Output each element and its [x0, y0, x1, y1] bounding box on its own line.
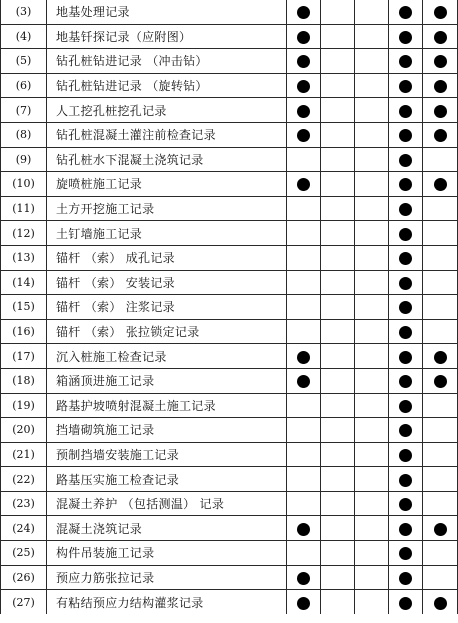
mark-cell: [321, 0, 355, 24]
mark-cell: [423, 319, 458, 344]
row-number: (6): [1, 73, 47, 98]
mark-cell: [389, 24, 423, 49]
filled-dot-icon: [434, 375, 447, 388]
mark-cell: [423, 122, 458, 147]
mark-cell: [321, 393, 355, 418]
table-row: [1, 467, 458, 492]
filled-dot-icon: [434, 351, 447, 364]
filled-dot-icon: [297, 597, 310, 610]
table-row: [1, 442, 458, 467]
mark-cell: [321, 295, 355, 320]
record-name: 钻孔桩混凝土灌注前检查记录: [47, 122, 287, 147]
mark-cell: [287, 491, 321, 516]
table-row: [1, 541, 458, 566]
mark-cell: [321, 516, 355, 541]
mark-cell: [355, 467, 389, 492]
filled-dot-icon: [399, 498, 412, 511]
mark-cell: [423, 565, 458, 590]
row-number: (13): [1, 245, 47, 270]
mark-cell: [423, 147, 458, 172]
record-name: 地基处理记录: [47, 0, 287, 24]
mark-cell: [355, 0, 389, 24]
record-name: 土方开挖施工记录: [47, 196, 287, 221]
mark-cell: [389, 541, 423, 566]
table-row: [1, 491, 458, 516]
mark-cell: [321, 270, 355, 295]
mark-cell: [423, 418, 458, 443]
mark-cell: [389, 0, 423, 24]
filled-dot-icon: [434, 129, 447, 142]
mark-cell: [423, 172, 458, 197]
mark-cell: [423, 98, 458, 123]
record-name: 锚杆 （索） 成孔记录: [47, 245, 287, 270]
filled-dot-icon: [297, 129, 310, 142]
filled-dot-icon: [297, 351, 310, 364]
mark-cell: [423, 541, 458, 566]
mark-cell: [423, 221, 458, 246]
filled-dot-icon: [399, 31, 412, 44]
mark-cell: [389, 73, 423, 98]
mark-cell: [287, 565, 321, 590]
mark-cell: [389, 491, 423, 516]
mark-cell: [287, 467, 321, 492]
mark-cell: [321, 442, 355, 467]
mark-cell: [287, 590, 321, 614]
mark-cell: [423, 516, 458, 541]
filled-dot-icon: [434, 105, 447, 118]
table-row: [1, 196, 458, 221]
record-name: 锚杆 （索） 张拉锁定记录: [47, 319, 287, 344]
mark-cell: [321, 122, 355, 147]
row-number: (20): [1, 418, 47, 443]
mark-cell: [389, 319, 423, 344]
mark-cell: [287, 368, 321, 393]
mark-cell: [321, 418, 355, 443]
filled-dot-icon: [399, 178, 412, 191]
table-row: [1, 295, 458, 320]
mark-cell: [287, 122, 321, 147]
filled-dot-icon: [399, 375, 412, 388]
filled-dot-icon: [297, 31, 310, 44]
filled-dot-icon: [399, 572, 412, 585]
mark-cell: [355, 418, 389, 443]
mark-cell: [321, 565, 355, 590]
table-row: [1, 0, 458, 24]
table-row: [1, 98, 458, 123]
table-row: [1, 49, 458, 74]
filled-dot-icon: [399, 6, 412, 19]
mark-cell: [389, 295, 423, 320]
mark-cell: [389, 147, 423, 172]
mark-cell: [287, 344, 321, 369]
table-row: [1, 122, 458, 147]
filled-dot-icon: [399, 277, 412, 290]
mark-cell: [423, 442, 458, 467]
row-number: (10): [1, 172, 47, 197]
table-row: [1, 590, 458, 614]
record-name: 沉入桩施工检查记录: [47, 344, 287, 369]
filled-dot-icon: [297, 178, 310, 191]
mark-cell: [389, 393, 423, 418]
filled-dot-icon: [399, 55, 412, 68]
mark-cell: [389, 516, 423, 541]
mark-cell: [287, 24, 321, 49]
mark-cell: [355, 270, 389, 295]
mark-cell: [389, 98, 423, 123]
filled-dot-icon: [297, 375, 310, 388]
filled-dot-icon: [434, 55, 447, 68]
record-name: 钻孔桩钻进记录 （旋转钻）: [47, 73, 287, 98]
table-row: [1, 245, 458, 270]
table-row: [1, 565, 458, 590]
mark-cell: [321, 172, 355, 197]
row-number: (12): [1, 221, 47, 246]
filled-dot-icon: [399, 326, 412, 339]
row-number: (3): [1, 0, 47, 24]
mark-cell: [389, 49, 423, 74]
record-name: 路基护坡喷射混凝土施工记录: [47, 393, 287, 418]
filled-dot-icon: [399, 129, 412, 142]
mark-cell: [321, 49, 355, 74]
mark-cell: [423, 467, 458, 492]
row-number: (7): [1, 98, 47, 123]
filled-dot-icon: [434, 80, 447, 93]
mark-cell: [287, 73, 321, 98]
filled-dot-icon: [399, 547, 412, 560]
row-number: (16): [1, 319, 47, 344]
table-row: [1, 73, 458, 98]
mark-cell: [423, 393, 458, 418]
mark-cell: [321, 319, 355, 344]
mark-cell: [355, 541, 389, 566]
table-row: [1, 418, 458, 443]
record-name: 地基钎探记录（应附图）: [47, 24, 287, 49]
mark-cell: [389, 344, 423, 369]
record-name: 混凝土养护 （包括测温） 记录: [47, 491, 287, 516]
mark-cell: [287, 196, 321, 221]
mark-cell: [287, 393, 321, 418]
filled-dot-icon: [399, 154, 412, 167]
mark-cell: [355, 516, 389, 541]
mark-cell: [389, 565, 423, 590]
record-name: 路基压实施工检查记录: [47, 467, 287, 492]
row-number: (4): [1, 24, 47, 49]
filled-dot-icon: [434, 523, 447, 536]
table-row: [1, 147, 458, 172]
mark-cell: [355, 295, 389, 320]
mark-cell: [423, 344, 458, 369]
record-name: 钻孔桩水下混凝土浇筑记录: [47, 147, 287, 172]
mark-cell: [423, 0, 458, 24]
row-number: (24): [1, 516, 47, 541]
mark-cell: [287, 98, 321, 123]
filled-dot-icon: [399, 351, 412, 364]
mark-cell: [423, 590, 458, 614]
mark-cell: [321, 147, 355, 172]
mark-cell: [321, 368, 355, 393]
record-name: 钻孔桩钻进记录 （冲击钻）: [47, 49, 287, 74]
filled-dot-icon: [399, 424, 412, 437]
mark-cell: [287, 49, 321, 74]
filled-dot-icon: [399, 252, 412, 265]
mark-cell: [287, 418, 321, 443]
mark-cell: [355, 49, 389, 74]
mark-cell: [355, 172, 389, 197]
mark-cell: [355, 368, 389, 393]
mark-cell: [355, 491, 389, 516]
mark-cell: [389, 467, 423, 492]
filled-dot-icon: [399, 301, 412, 314]
row-number: (22): [1, 467, 47, 492]
table-row: [1, 344, 458, 369]
mark-cell: [389, 221, 423, 246]
row-number: (11): [1, 196, 47, 221]
row-number: (9): [1, 147, 47, 172]
mark-cell: [321, 24, 355, 49]
mark-cell: [287, 245, 321, 270]
record-name: 土钉墙施工记录: [47, 221, 287, 246]
mark-cell: [321, 221, 355, 246]
mark-cell: [355, 147, 389, 172]
filled-dot-icon: [434, 597, 447, 610]
mark-cell: [355, 245, 389, 270]
mark-cell: [321, 98, 355, 123]
records-body: [1, 0, 458, 614]
mark-cell: [287, 295, 321, 320]
row-number: (5): [1, 49, 47, 74]
mark-cell: [287, 221, 321, 246]
mark-cell: [389, 270, 423, 295]
filled-dot-icon: [434, 6, 447, 19]
mark-cell: [389, 196, 423, 221]
filled-dot-icon: [399, 523, 412, 536]
mark-cell: [423, 270, 458, 295]
mark-cell: [423, 245, 458, 270]
mark-cell: [423, 295, 458, 320]
mark-cell: [355, 319, 389, 344]
mark-cell: [389, 418, 423, 443]
mark-cell: [423, 24, 458, 49]
filled-dot-icon: [297, 105, 310, 118]
row-number: (8): [1, 122, 47, 147]
row-number: (26): [1, 565, 47, 590]
filled-dot-icon: [399, 80, 412, 93]
record-name: 锚杆 （索） 注浆记录: [47, 295, 287, 320]
table-row: [1, 221, 458, 246]
filled-dot-icon: [434, 178, 447, 191]
filled-dot-icon: [297, 6, 310, 19]
row-number: (14): [1, 270, 47, 295]
mark-cell: [287, 541, 321, 566]
mark-cell: [321, 541, 355, 566]
filled-dot-icon: [399, 105, 412, 118]
mark-cell: [355, 24, 389, 49]
row-number: (19): [1, 393, 47, 418]
mark-cell: [321, 245, 355, 270]
mark-cell: [355, 442, 389, 467]
mark-cell: [389, 245, 423, 270]
mark-cell: [355, 344, 389, 369]
mark-cell: [355, 565, 389, 590]
mark-cell: [423, 49, 458, 74]
mark-cell: [423, 196, 458, 221]
table-row: [1, 24, 458, 49]
record-name: 锚杆 （索） 安装记录: [47, 270, 287, 295]
mark-cell: [423, 491, 458, 516]
record-name: 预制挡墙安装施工记录: [47, 442, 287, 467]
row-number: (21): [1, 442, 47, 467]
table-row: [1, 270, 458, 295]
mark-cell: [355, 122, 389, 147]
record-name: 箱涵顶进施工记录: [47, 368, 287, 393]
table-row: [1, 368, 458, 393]
mark-cell: [321, 491, 355, 516]
filled-dot-icon: [399, 228, 412, 241]
record-name: 挡墙砌筑施工记录: [47, 418, 287, 443]
mark-cell: [355, 393, 389, 418]
mark-cell: [355, 196, 389, 221]
filled-dot-icon: [297, 572, 310, 585]
filled-dot-icon: [399, 449, 412, 462]
filled-dot-icon: [399, 400, 412, 413]
mark-cell: [389, 172, 423, 197]
mark-cell: [287, 0, 321, 24]
mark-cell: [287, 516, 321, 541]
filled-dot-icon: [297, 80, 310, 93]
filled-dot-icon: [399, 474, 412, 487]
filled-dot-icon: [434, 31, 447, 44]
mark-cell: [423, 73, 458, 98]
row-number: (17): [1, 344, 47, 369]
row-number: (23): [1, 491, 47, 516]
mark-cell: [321, 344, 355, 369]
mark-cell: [321, 590, 355, 614]
mark-cell: [321, 73, 355, 98]
record-name: 人工挖孔桩挖孔记录: [47, 98, 287, 123]
mark-cell: [389, 590, 423, 614]
table-row: [1, 319, 458, 344]
filled-dot-icon: [297, 523, 310, 536]
mark-cell: [287, 147, 321, 172]
mark-cell: [287, 319, 321, 344]
mark-cell: [355, 590, 389, 614]
mark-cell: [287, 172, 321, 197]
row-number: (18): [1, 368, 47, 393]
record-name: 构件吊装施工记录: [47, 541, 287, 566]
row-number: (27): [1, 590, 47, 614]
row-number: (25): [1, 541, 47, 566]
mark-cell: [321, 196, 355, 221]
record-name: 旋喷桩施工记录: [47, 172, 287, 197]
mark-cell: [321, 467, 355, 492]
mark-cell: [355, 98, 389, 123]
row-number: (15): [1, 295, 47, 320]
record-name: 有粘结预应力结构灌浆记录: [47, 590, 287, 614]
record-name: 混凝土浇筑记录: [47, 516, 287, 541]
mark-cell: [389, 442, 423, 467]
filled-dot-icon: [399, 203, 412, 216]
mark-cell: [287, 270, 321, 295]
mark-cell: [355, 221, 389, 246]
table-row: [1, 516, 458, 541]
mark-cell: [355, 73, 389, 98]
mark-cell: [287, 442, 321, 467]
table-row: [1, 393, 458, 418]
mark-cell: [423, 368, 458, 393]
mark-cell: [389, 122, 423, 147]
mark-cell: [389, 368, 423, 393]
table-row: [1, 172, 458, 197]
filled-dot-icon: [297, 55, 310, 68]
record-name: 预应力筋张拉记录: [47, 565, 287, 590]
filled-dot-icon: [399, 597, 412, 610]
